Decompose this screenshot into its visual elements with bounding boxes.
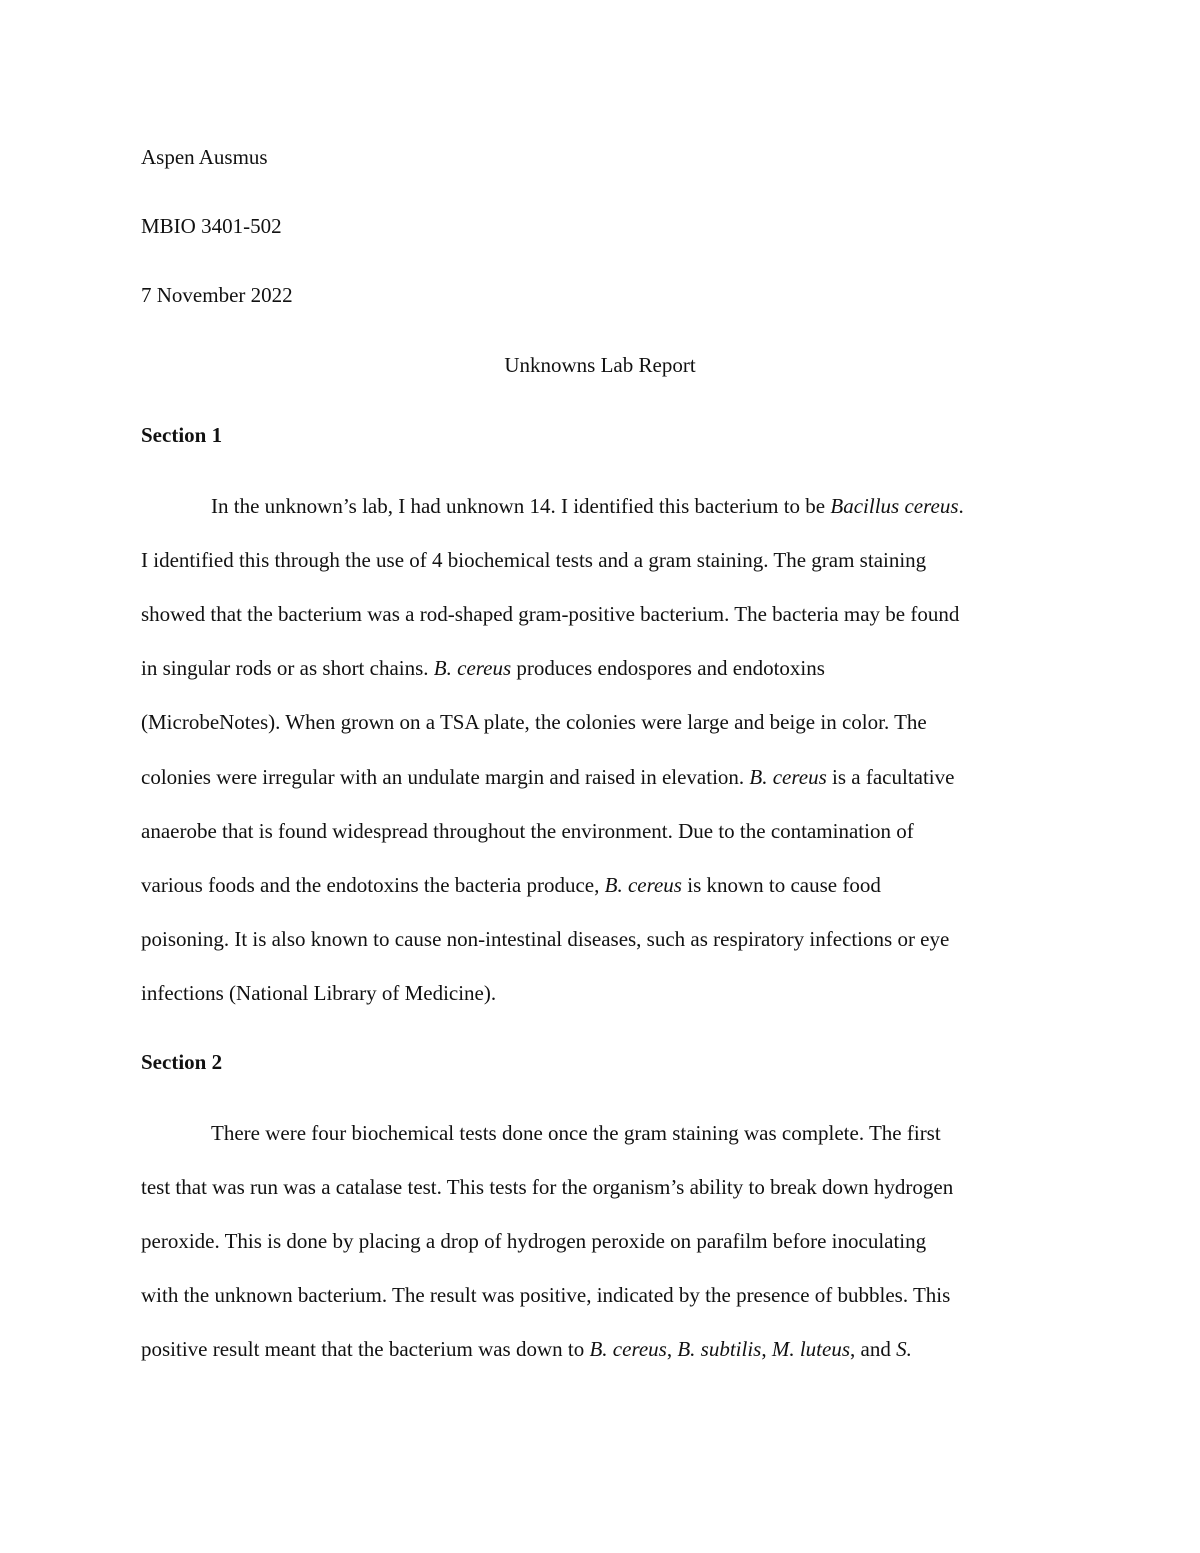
paragraph-line <box>141 710 927 734</box>
paragraph-line <box>141 1229 926 1253</box>
text-segment: , and <box>850 1337 897 1362</box>
species-name: B. cereus <box>589 1337 667 1362</box>
text-segment: There were four biochemical tests done once the gram staining was complete. The first <box>211 1121 941 1145</box>
paragraph-line <box>141 548 926 572</box>
text-segment: poisoning. It is also known to cause non-intestinal diseases, such as respiratory infections or eye <box>141 926 950 951</box>
course-code: MBIO 3401-502 <box>141 214 282 238</box>
paragraph-line <box>141 656 825 680</box>
text-segment: anaerobe that is found widespread throughout the environment. Due to the contamination of <box>141 818 914 843</box>
text-segment: showed that the bacterium was a rod-shaped gram-positive bacterium. The bacteria may be found <box>141 602 960 627</box>
paragraph-line <box>211 494 964 518</box>
text-segment: is a facultative <box>826 764 955 789</box>
species-name: B. subtilis <box>677 1337 762 1362</box>
paragraph-line <box>141 1283 950 1307</box>
text-segment: colonies were irregular with an undulate margin and raised in elevation. <box>141 764 750 789</box>
species-name: B. cereus <box>433 656 512 681</box>
paragraph-line <box>141 819 914 843</box>
species-name: S. <box>896 1337 912 1362</box>
text-segment: is known to cause food <box>681 872 881 897</box>
section-heading: Section 1 <box>141 423 223 447</box>
paragraph-line <box>141 981 496 1005</box>
report-date: 7 November 2022 <box>141 283 293 307</box>
text-segment: I identified this through the use of 4 biochemical tests and a gram staining. The gram staining <box>141 548 927 573</box>
species-name: B. cereus <box>749 764 827 789</box>
paragraph-line <box>141 602 959 626</box>
paragraph-line <box>211 1121 941 1145</box>
text-segment: infections (National Library of Medicine). <box>141 980 497 1005</box>
text-segment: In the unknown’s lab, I had unknown 14. I identified this bacterium to be <box>211 494 831 518</box>
text-segment: , <box>761 1337 772 1362</box>
text-segment: (MicrobeNotes). When grown on a TSA plate, the colonies were large and beige in color. The <box>141 710 927 735</box>
paragraph-line <box>141 873 881 897</box>
paragraph-line <box>141 927 949 951</box>
author-name: Aspen Ausmus <box>141 145 268 169</box>
text-segment: in singular rods or as short chains. <box>141 656 434 681</box>
text-segment: peroxide. This is done by placing a drop of hydrogen peroxide on parafilm before inoculating <box>141 1229 927 1254</box>
paragraph-line <box>141 1337 912 1361</box>
text-segment: . <box>958 494 964 518</box>
species-name: M. luteus <box>771 1337 851 1362</box>
text-segment: produces endospores and endotoxins <box>511 656 825 681</box>
text-segment: test that was run was a catalase test. This tests for the organism’s ability to break down hydrogen <box>141 1175 954 1200</box>
text-segment: positive result meant that the bacterium was down to <box>141 1337 590 1362</box>
species-name: Bacillus cereus <box>830 494 959 518</box>
text-segment: with the unknown bacterium. The result was positive, indicated by the presence of bubbles. This <box>141 1283 951 1308</box>
paragraph-line <box>141 765 954 789</box>
report-title: Unknowns Lab Report <box>504 353 696 377</box>
species-name: B. cereus <box>604 872 682 897</box>
text-segment: various foods and the endotoxins the bacteria produce, <box>141 872 605 897</box>
paragraph-line <box>141 1175 953 1199</box>
text-segment: , <box>666 1337 678 1362</box>
section-heading: Section 2 <box>141 1050 223 1074</box>
